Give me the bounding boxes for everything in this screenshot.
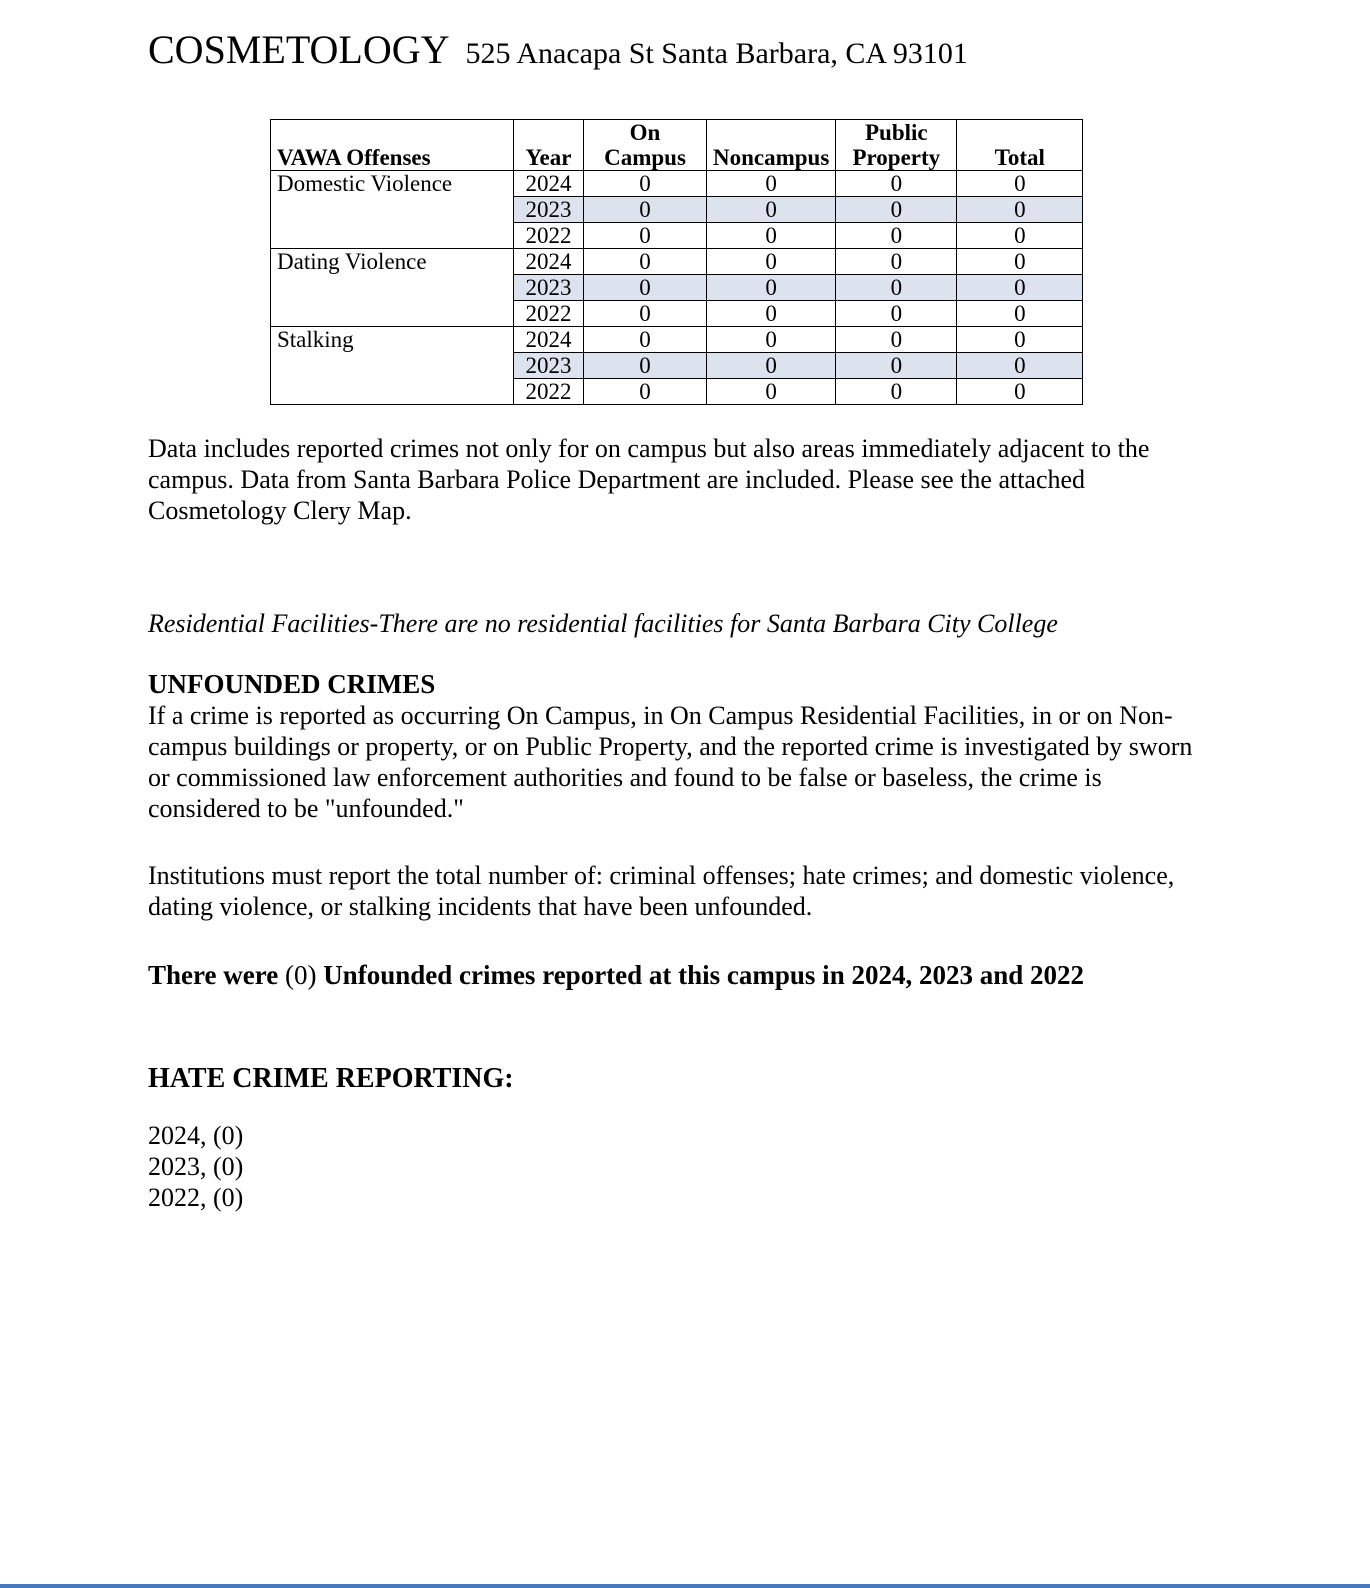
year-cell: 2024 xyxy=(514,171,584,197)
table-row xyxy=(271,327,1083,353)
public-property-cell: 0 xyxy=(836,327,957,353)
column-header-vawa-offenses: VAWA Offenses xyxy=(271,120,514,171)
public-property-cell: 0 xyxy=(836,379,957,405)
noncampus-cell: 0 xyxy=(707,275,836,301)
noncampus-cell: 0 xyxy=(707,223,836,249)
year-cell: 2022 xyxy=(514,223,584,249)
year-cell: 2023 xyxy=(514,197,584,223)
year-cell: 2024 xyxy=(514,249,584,275)
total-cell: 0 xyxy=(957,301,1083,327)
hate-crime-year-entry: 2022, (0) xyxy=(148,1183,244,1212)
offense-name-cell: Domestic Violence xyxy=(271,171,514,249)
unfounded-crimes-definition: If a crime is reported as occurring On Campus, in On Campus Residential Facilities, in or on Non-campus buildings or property, or on Public Property, and the reported crime is investigated by sworn or commissioned law enforcement authorities and found to be false or baseless, the crime is considered to be "unfounded." xyxy=(148,701,1193,823)
noncampus-cell: 0 xyxy=(707,301,836,327)
data-note-paragraph: Data includes reported crimes not only for on campus but also areas immediately adjacent to the campus. Data from Santa Barbara Police Department are included. Please see the attached Cosmetology Clery Map. xyxy=(148,434,1150,525)
year-cell: 2022 xyxy=(514,379,584,405)
vawa-offenses-table xyxy=(270,119,1083,405)
noncampus-cell: 0 xyxy=(707,249,836,275)
noncampus-cell: 0 xyxy=(707,327,836,353)
statement-count: (0) xyxy=(284,960,317,990)
page-header xyxy=(148,26,1210,73)
total-cell: 0 xyxy=(957,223,1083,249)
on-campus-cell: 0 xyxy=(584,249,707,275)
column-header-noncampus: Noncampus xyxy=(707,120,836,171)
page-bottom-rule xyxy=(0,1584,1370,1588)
public-property-cell: 0 xyxy=(836,301,957,327)
hate-crime-year-entry: 2023, (0) xyxy=(148,1152,244,1181)
total-cell: 0 xyxy=(957,327,1083,353)
vawa-offenses-table-wrap xyxy=(270,119,1210,405)
column-header-total: Total xyxy=(957,120,1083,171)
hate-crime-year-entry: 2024, (0) xyxy=(148,1121,244,1150)
on-campus-cell: 0 xyxy=(584,327,707,353)
on-campus-cell: 0 xyxy=(584,171,707,197)
noncampus-cell: 0 xyxy=(707,379,836,405)
table-row xyxy=(271,249,1083,275)
year-cell: 2023 xyxy=(514,353,584,379)
column-header-year: Year xyxy=(514,120,584,171)
unfounded-crimes-requirement: Institutions must report the total number of: criminal offenses; hate crimes; and domestic violence, dating violence, or stalking incidents that have been unfounded. xyxy=(148,861,1175,921)
public-property-cell: 0 xyxy=(836,275,957,301)
offense-name-cell: Stalking xyxy=(271,327,514,405)
column-header-public-property: Public Property xyxy=(836,120,957,171)
public-property-cell: 0 xyxy=(836,353,957,379)
table-header-row xyxy=(271,120,1083,171)
total-cell: 0 xyxy=(957,379,1083,405)
public-property-cell: 0 xyxy=(836,223,957,249)
residential-facilities-note: Residential Facilities-There are no residential facilities for Santa Barbara City College xyxy=(148,609,1058,638)
hate-crime-year-list xyxy=(148,1120,1210,1213)
year-cell: 2022 xyxy=(514,301,584,327)
year-cell: 2023 xyxy=(514,275,584,301)
total-cell: 0 xyxy=(957,249,1083,275)
campus-address: 525 Anacapa St Santa Barbara, CA 93101 xyxy=(465,37,968,70)
offense-name-cell: Dating Violence xyxy=(271,249,514,327)
hate-crime-heading: HATE CRIME REPORTING: xyxy=(148,1063,514,1094)
table-row xyxy=(271,171,1083,197)
on-campus-cell: 0 xyxy=(584,379,707,405)
statement-prefix: There were xyxy=(148,960,285,990)
total-cell: 0 xyxy=(957,171,1083,197)
on-campus-cell: 0 xyxy=(584,301,707,327)
statement-suffix: Unfounded crimes reported at this campus in 2024, 2023 and 2022 xyxy=(316,960,1084,990)
unfounded-crimes-heading: UNFOUNDED CRIMES xyxy=(148,669,436,699)
public-property-cell: 0 xyxy=(836,197,957,223)
document-page xyxy=(148,26,1210,1213)
on-campus-cell: 0 xyxy=(584,223,707,249)
column-header-on-campus: On Campus xyxy=(584,120,707,171)
public-property-cell: 0 xyxy=(836,249,957,275)
total-cell: 0 xyxy=(957,275,1083,301)
year-cell: 2024 xyxy=(514,327,584,353)
unfounded-crimes-statement xyxy=(148,960,1210,991)
on-campus-cell: 0 xyxy=(584,275,707,301)
total-cell: 0 xyxy=(957,197,1083,223)
campus-title: COSMETOLOGY xyxy=(148,27,450,72)
noncampus-cell: 0 xyxy=(707,171,836,197)
noncampus-cell: 0 xyxy=(707,353,836,379)
on-campus-cell: 0 xyxy=(584,353,707,379)
public-property-cell: 0 xyxy=(836,171,957,197)
on-campus-cell: 0 xyxy=(584,197,707,223)
total-cell: 0 xyxy=(957,353,1083,379)
noncampus-cell: 0 xyxy=(707,197,836,223)
unfounded-crimes-section xyxy=(148,669,1210,991)
